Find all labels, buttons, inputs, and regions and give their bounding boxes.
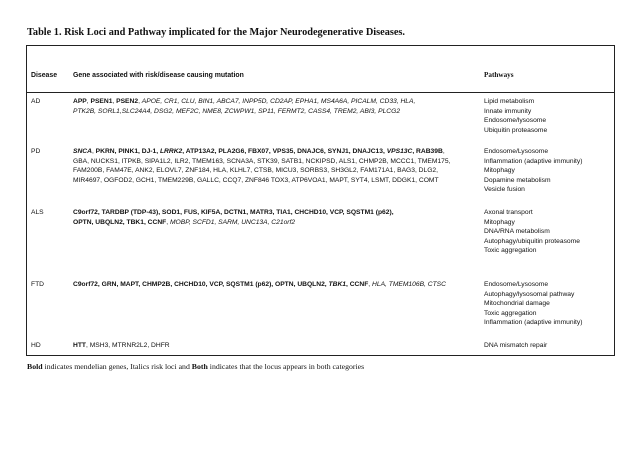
gene-segment: , ATP13A2, PLA2G6, FBX07, VPS35, DNAJC6, SYNJ1, DNAJC13,	[182, 148, 387, 155]
gene-segment: C9orf72, GRN, MAPT, CHMP2B, CHCHD10, VCP, SQSTM1 (p62), OPTN, UBQLN2,	[73, 281, 329, 288]
row-pathways	[484, 280, 583, 328]
pathway-item: Endosome/Lysosome	[484, 281, 549, 288]
table-right-border	[614, 45, 615, 356]
row-disease: HD	[31, 342, 41, 349]
gene-line	[73, 147, 450, 157]
header-pathways: Pathways	[484, 71, 514, 79]
pathway-item: Axonal transport	[484, 209, 533, 216]
row-pathways	[484, 208, 580, 256]
pathway-item: Dopamine metabolism	[484, 176, 551, 184]
gene-segment: SNCA	[73, 148, 92, 155]
pathway-item: Toxic aggregation	[484, 309, 537, 317]
footnote-text-1: indicates mendelian genes, Italics risk loci and	[42, 362, 192, 371]
row-pathways	[484, 147, 583, 195]
pathway-item: Vesicle fusion	[484, 186, 525, 194]
gene-line	[73, 280, 446, 290]
pathway-item: Ubiquitin proteasome	[484, 126, 548, 134]
gene-segment: HTT	[73, 342, 86, 349]
header-divider	[26, 92, 615, 93]
row-genes	[73, 341, 170, 351]
pathway-item: Inflammation (adaptive immunity)	[484, 319, 583, 327]
row-disease: PD	[31, 148, 41, 155]
footnote-both-word: Both	[191, 362, 208, 371]
pathway-item: Innate immunity	[484, 107, 532, 115]
gene-segment: ,	[138, 98, 142, 105]
gene-segment: HLA, TMEM106B, CTSC	[372, 281, 446, 288]
footnote-bold-word: Bold	[27, 362, 43, 371]
gene-segment: , CCNF	[346, 281, 369, 288]
gene-line	[73, 341, 170, 351]
row-disease: AD	[31, 98, 41, 105]
gene-segment: APP	[73, 98, 87, 105]
gene-segment: ,	[91, 148, 96, 155]
pathway-item: DNA/RNA metabolism	[484, 228, 550, 236]
row-pathways	[484, 341, 547, 351]
gene-segment: PKRN, PINK1, DJ-1,	[95, 148, 160, 155]
table-title: Table 1. Risk Loci and Pathway implicated for the Major Neurodegenerative Diseases.	[27, 27, 406, 38]
gene-segment: MOBP, SCFD1, SARM, UNC13A, C21orf2	[169, 218, 296, 226]
pathway-item: Endosome/lysosome	[484, 117, 547, 125]
pathway-item: Mitochondrial damage	[484, 300, 550, 308]
gene-line	[73, 97, 415, 107]
gene-line	[73, 166, 450, 176]
gene-segment: ,	[442, 148, 445, 155]
row-genes	[73, 208, 394, 227]
pathway-item: Toxic aggregation	[484, 247, 537, 255]
pathway-item: Inflammation (adaptive immunity)	[484, 157, 583, 165]
gene-segment: TBK1	[328, 281, 346, 288]
pathway-item: Mitophagy	[484, 167, 515, 175]
header-genes: Gene associated with risk/disease causing mutation	[73, 72, 244, 79]
gene-line	[73, 218, 394, 228]
gene-segment: , MSH3, MTRNR2L2, DHFR	[86, 342, 170, 349]
pathway-item: Endosome/Lysosome	[484, 148, 549, 155]
footnote-text-2: indicates that the locus appears in both categories	[207, 362, 365, 371]
gene-segment: OPTN, UBQLN2, TBK1, CCNF	[73, 218, 167, 226]
gene-segment: LRRK2	[159, 148, 183, 155]
pathway-item: Lipid metabolism	[484, 98, 535, 105]
table-top-border	[26, 45, 615, 46]
row-disease: ALS	[31, 209, 44, 216]
table-bottom-border	[26, 355, 615, 356]
row-genes	[73, 147, 450, 185]
row-pathways	[484, 97, 547, 135]
gene-segment: PSEN1	[90, 98, 113, 105]
table-left-border	[26, 45, 27, 356]
gene-segment: C9orf72, TARDBP (TDP-43), SOD1, FUS, KIF5A, DCTN1, MATR3, TIA1, CHCHD10, VCP, SQSTM1 (p62),	[73, 209, 394, 216]
gene-segment: GBA, NUCKS1, ITPKB, SIPA1L2, ILR2, TMEM163, SCNA3A, STK39, SATB1, NCKIPSD, ALS1, CHMP2B, MCCC1, TMEM175,	[73, 157, 451, 165]
pathway-item: Autophagy/ubiquitin proteasome	[484, 237, 580, 245]
gene-segment: PTK2B, SORL1,SLC24A4, DSG2, MEF2C, NME8, ZCWPW1, SP11, FERMT2, CASS4, TREM2, ABI3, PLCG2	[73, 107, 401, 115]
gene-segment: ,	[368, 281, 373, 288]
gene-segment: ,	[166, 218, 170, 226]
row-genes	[73, 280, 446, 290]
gene-line	[73, 176, 450, 186]
table-footnote	[27, 362, 364, 371]
row-genes	[73, 97, 415, 116]
gene-segment: MIR4697, OGFOD2, GCH1, TMEM229B, GALLC, CCQ7, ZNF846 TOX3, ATP6VOA1, MAPT, SYT4, LSMT, DDGK1, COMT	[73, 176, 439, 184]
gene-line	[73, 107, 415, 117]
pathway-item: DNA mismatch repair	[484, 342, 548, 349]
gene-segment: , RAB39B	[412, 148, 443, 155]
gene-segment: APOE, CR1, CLU, BIN1, ABCA7, INPP5D, CD2AP, EPHA1, MS4A6A, PICALM, CD33, HLA,	[141, 98, 416, 105]
gene-segment: ,	[112, 98, 117, 105]
header-disease: Disease	[31, 72, 58, 79]
pathway-item: Mitophagy	[484, 218, 515, 226]
gene-segment: VPS13C	[386, 148, 413, 155]
gene-segment: PSEN2	[116, 98, 139, 105]
row-disease: FTD	[31, 281, 44, 288]
gene-segment: FAM200B, FAM47E, ANK2, ELOVL7, ZNF184, HLA, KLHL7, CTSB, MICU3, SORBS3, SH3GL2, FAM171A1, BAG3, DLG2,	[73, 167, 438, 175]
gene-line	[73, 157, 450, 167]
gene-segment: ,	[86, 98, 91, 105]
gene-line	[73, 208, 394, 218]
pathway-item: Autophagy/lysosomal pathway	[484, 290, 575, 298]
